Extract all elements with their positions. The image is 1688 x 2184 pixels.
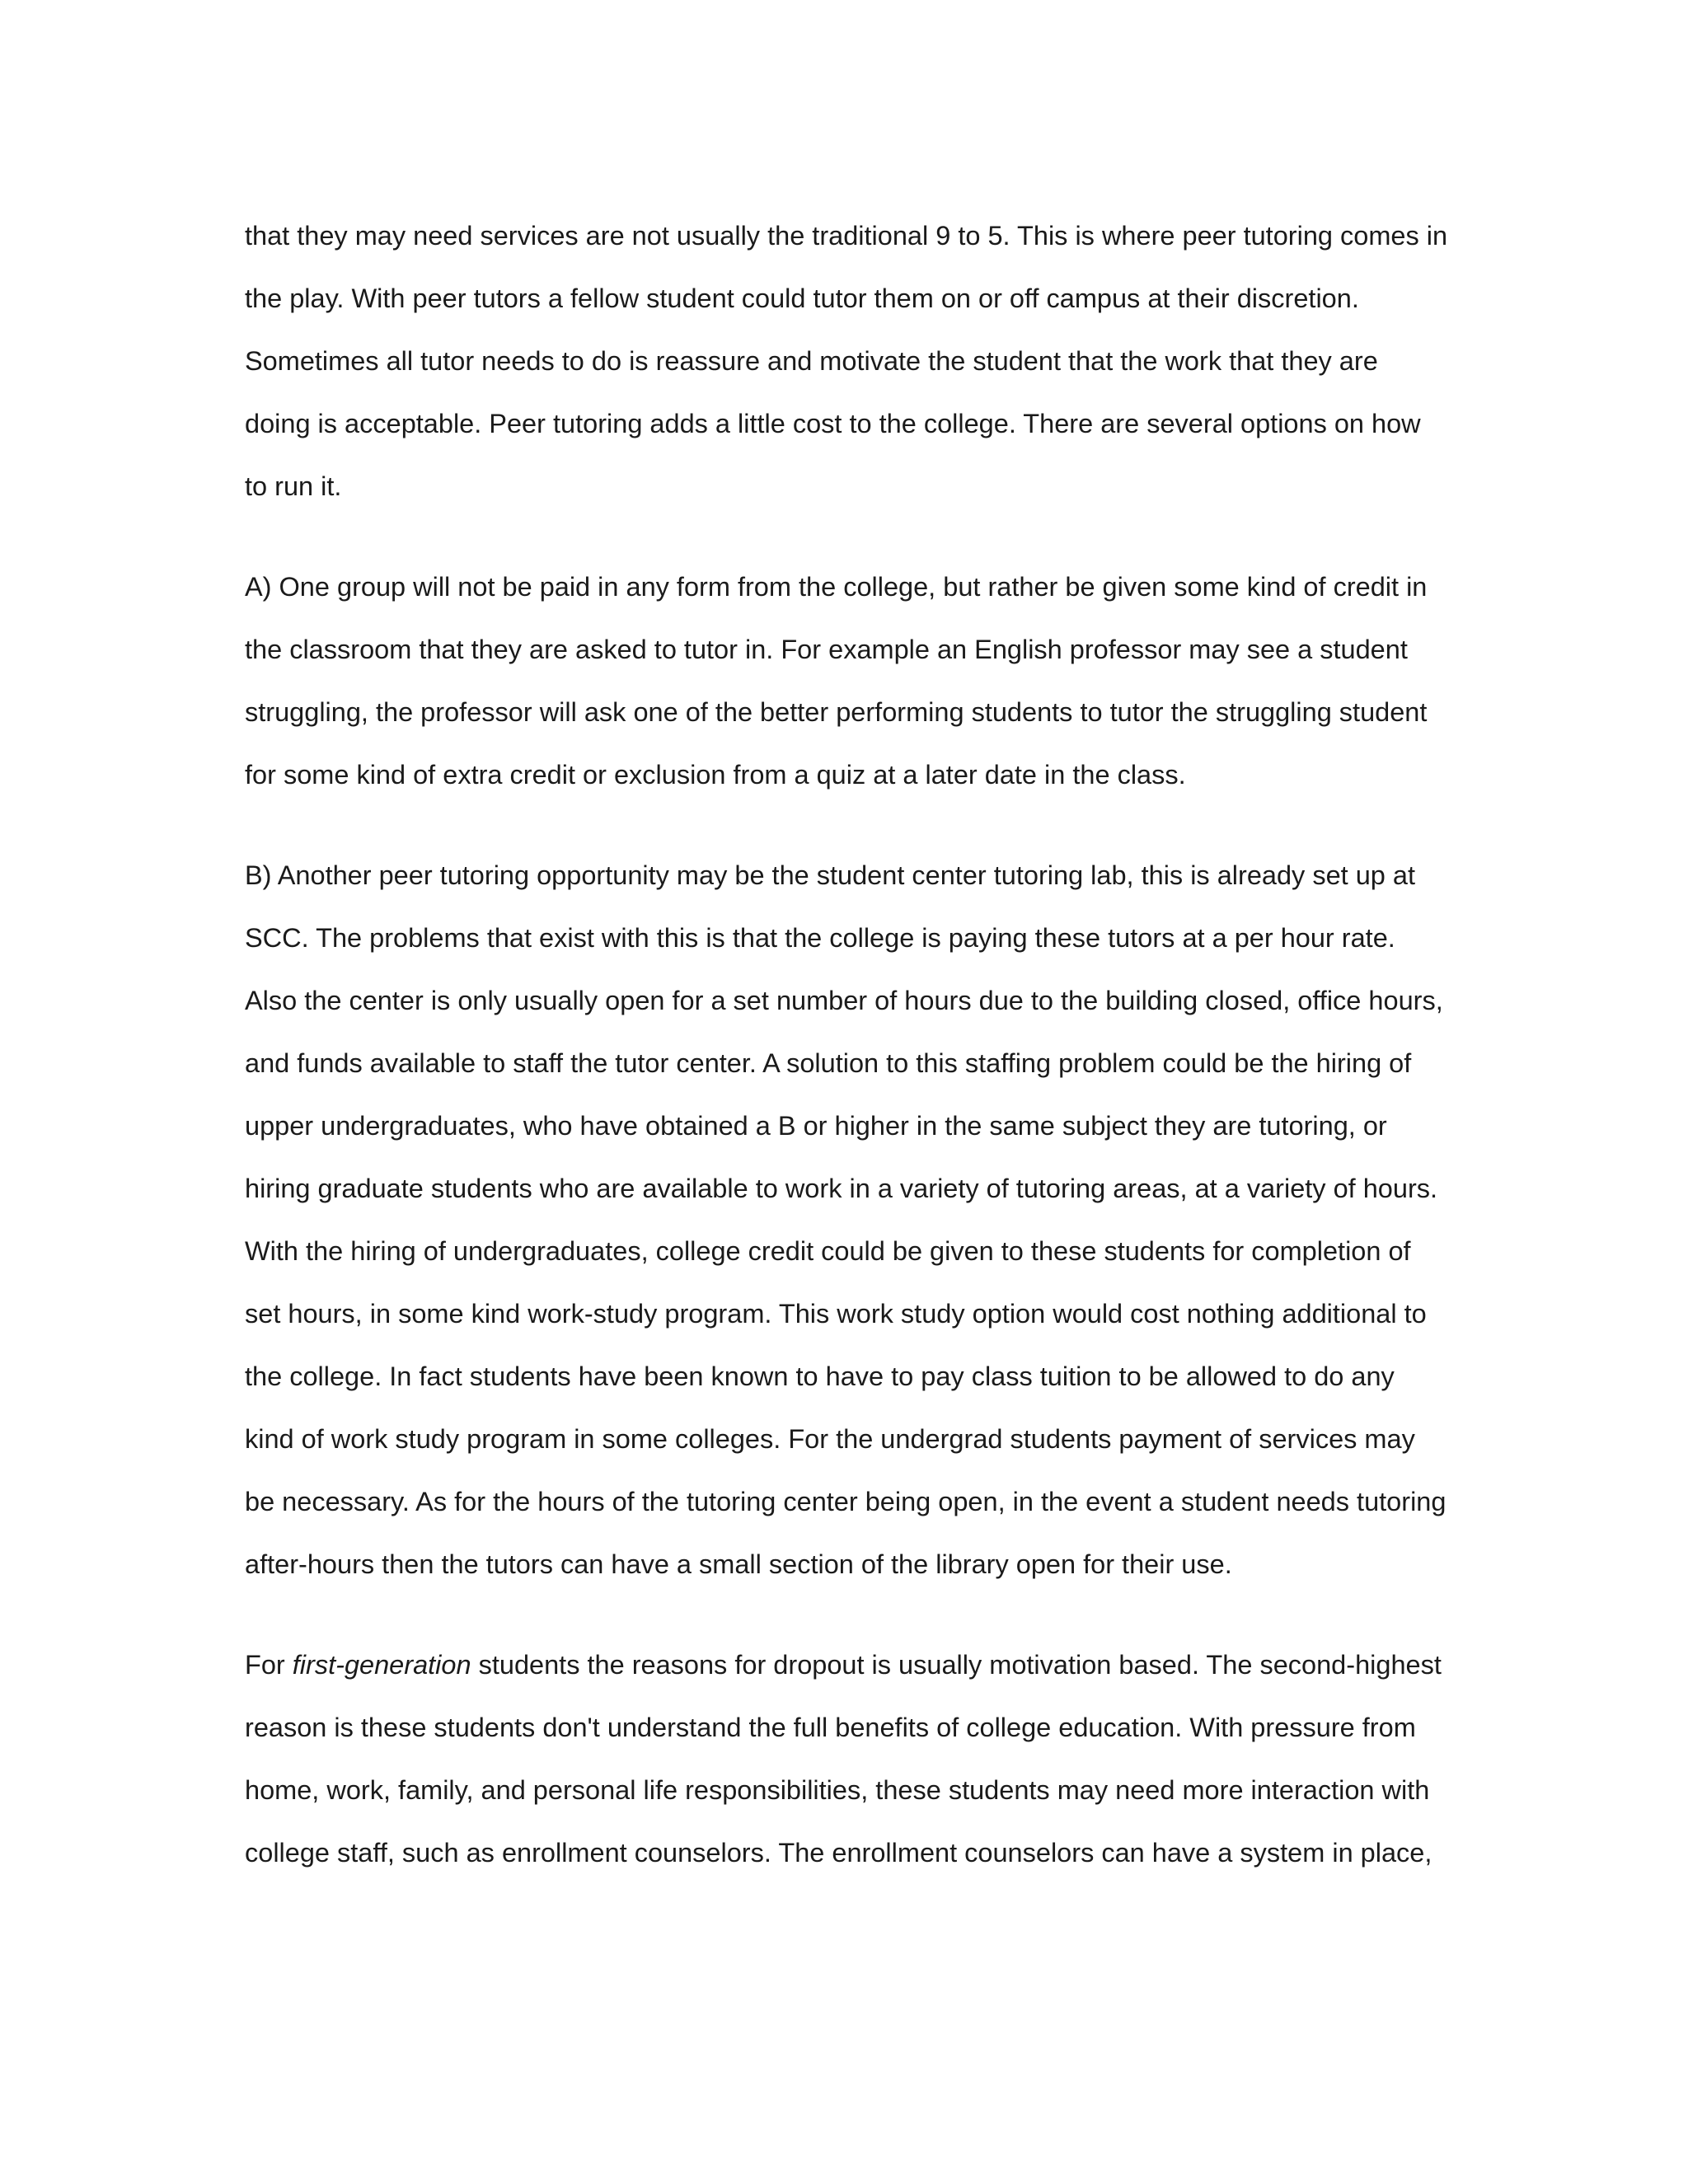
paragraph-spacer (245, 814, 1473, 852)
text-line: home, work, family, and personal life responsibilities, these students may need more interaction with (245, 1775, 1430, 1805)
text-line: doing is acceptable. Peer tutoring adds a little cost to the college. There are several options on how (245, 409, 1421, 438)
text-line-first-generation (245, 1642, 1473, 1704)
text-line: to run it. (245, 471, 342, 501)
text-line: B) Another peer tutoring opportunity may be the student center tutoring lab, this is already set up at (245, 860, 1416, 890)
text-line: the play. With peer tutors a fellow student could tutor them on or off campus at their discretion. (245, 284, 1359, 313)
text-line: for some kind of extra credit or exclusion from a quiz at a later date in the class. (245, 760, 1186, 790)
text-line: the classroom that they are asked to tutor in. For example an English professor may see a student (245, 635, 1408, 664)
text-line: upper undergraduates, who have obtained a B or higher in the same subject they are tutoring, or (245, 1111, 1387, 1141)
text-line: With the hiring of undergraduates, college credit could be given to these students for completion of (245, 1236, 1411, 1266)
text-line: the college. In fact students have been known to have to pay class tuition to be allowed to do any (245, 1361, 1395, 1391)
text-line: Sometimes all tutor needs to do is reassure and motivate the student that the work that they are (245, 346, 1378, 376)
text-line: after-hours then the tutors can have a small section of the library open for their use. (245, 1549, 1232, 1579)
paragraph-peer-tutoring-intro (245, 213, 1473, 526)
text-line: set hours, in some kind work-study program. This work study option would cost nothing additional to (245, 1299, 1427, 1329)
text-line: college staff, such as enrollment counselors. The enrollment counselors can have a system in place, (245, 1838, 1432, 1868)
document-body (245, 213, 1473, 1892)
paragraph-spacer (245, 526, 1473, 564)
text-run: students the reasons for dropout is usually motivation based. The second-highest (471, 1650, 1442, 1680)
paragraph-first-generation (245, 1642, 1473, 1892)
text-line: reason is these students don't understand the full benefits of college education. With pressure from (245, 1713, 1416, 1742)
text-line: that they may need services are not usually the traditional 9 to 5. This is where peer tutoring comes in (245, 221, 1448, 251)
italic-term-first-generation: first-generation (292, 1650, 471, 1680)
text-line: and funds available to staff the tutor center. A solution to this staffing problem could be the hiring of (245, 1048, 1412, 1078)
text-line: A) One group will not be paid in any form from the college, but rather be given some kind of credit in (245, 572, 1428, 602)
paragraph-option-a (245, 564, 1473, 814)
text-line: hiring graduate students who are available to work in a variety of tutoring areas, at a variety of hours. (245, 1174, 1438, 1203)
paragraph-spacer (245, 1604, 1473, 1642)
text-run: For (245, 1650, 293, 1680)
text-line: SCC. The problems that exist with this is that the college is paying these tutors at a per hour rate. (245, 923, 1395, 953)
paragraph-option-b (245, 852, 1473, 1604)
text-line: Also the center is only usually open for a set number of hours due to the building closed, office hours, (245, 986, 1443, 1015)
text-line: kind of work study program in some colleges. For the undergrad students payment of services may (245, 1424, 1415, 1454)
text-line: be necessary. As for the hours of the tutoring center being open, in the event a student needs tutoring (245, 1487, 1447, 1516)
text-line: struggling, the professor will ask one of the better performing students to tutor the struggling student (245, 697, 1428, 727)
